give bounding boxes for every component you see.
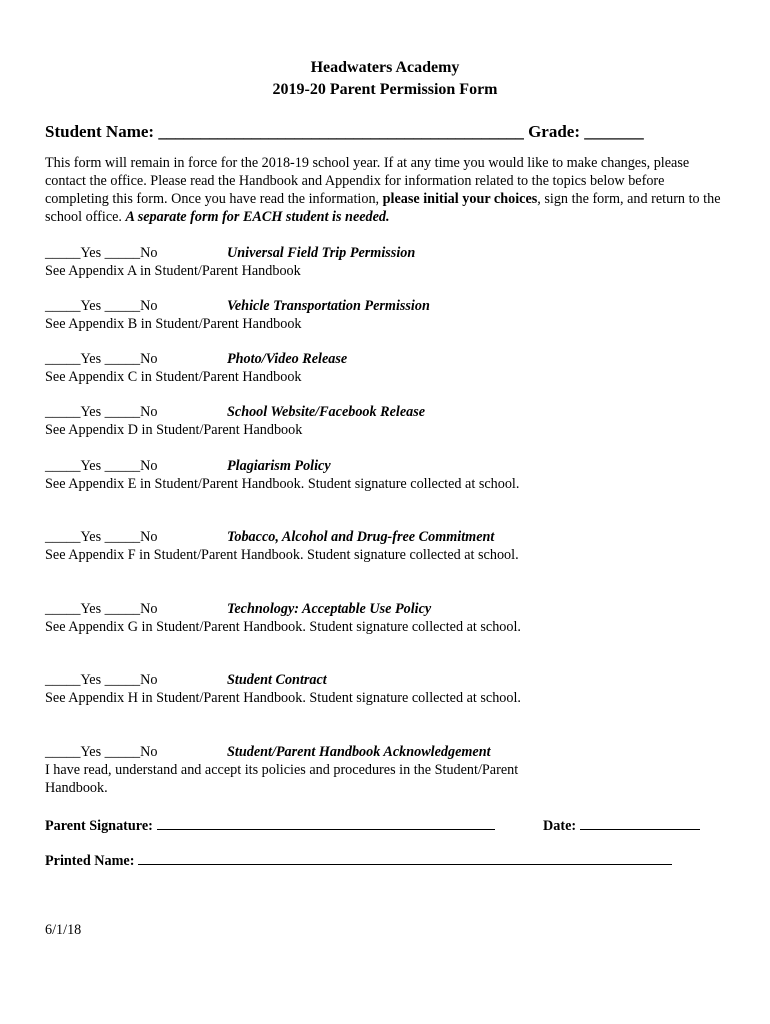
- printed-name-line[interactable]: [138, 850, 672, 865]
- parent-signature-line[interactable]: [157, 815, 495, 830]
- permission-title: Vehicle Transportation Permission: [227, 298, 430, 314]
- permission-title: School Website/Facebook Release: [227, 404, 426, 420]
- permission-item: [45, 600, 565, 636]
- permission-item: [45, 671, 565, 707]
- date-field: [543, 815, 700, 835]
- yes-no-initials[interactable]: _____Yes _____No: [45, 245, 158, 261]
- revision-date: 6/1/18: [45, 922, 82, 938]
- permission-title: Student Contract: [227, 672, 327, 688]
- parent-signature-label: Parent Signature:: [45, 818, 153, 834]
- yes-no-initials[interactable]: _____Yes _____No: [45, 529, 158, 545]
- yes-no-initials[interactable]: _____Yes _____No: [45, 458, 158, 474]
- yes-no-initials[interactable]: _____Yes _____No: [45, 672, 158, 688]
- permission-description: See Appendix A in Student/Parent Handbook: [45, 263, 301, 279]
- permission-title: Tobacco, Alcohol and Drug-free Commitment: [227, 529, 495, 545]
- permission-description: See Appendix F in Student/Parent Handbook. Student signature collected at school.: [45, 547, 519, 563]
- yes-no-initials[interactable]: _____Yes _____No: [45, 298, 158, 314]
- permission-item: [45, 297, 565, 333]
- yes-no-initials[interactable]: _____Yes _____No: [45, 404, 158, 420]
- permission-description: See Appendix C in Student/Parent Handbook: [45, 369, 302, 385]
- permission-item: [45, 403, 565, 439]
- intro-text-1: This form will remain in force for the 2018-19 school year. If at any time you would like to make changes, please contact the office. Please read the Handbook and Appendix for information related to the topics below before completing this form. Once you have read the information,: [45, 155, 690, 207]
- date-label: Date:: [543, 818, 577, 834]
- permission-title: Plagiarism Policy: [227, 458, 331, 474]
- permission-description: See Appendix H in Student/Parent Handbook. Student signature collected at school.: [45, 690, 521, 706]
- permission-description: I have read, understand and accept its policies and procedures in the Student/Parent Handbook.: [45, 762, 519, 796]
- school-name: Headwaters Academy: [310, 59, 460, 76]
- permission-item: [45, 350, 565, 386]
- yes-no-initials[interactable]: _____Yes _____No: [45, 351, 158, 367]
- yes-no-initials[interactable]: _____Yes _____No: [45, 744, 158, 760]
- intro-paragraph: [45, 154, 725, 226]
- intro-emphasis: A separate form for EACH student is needed.: [125, 209, 390, 225]
- permission-item: [45, 743, 565, 797]
- parent-signature-field: [45, 815, 495, 835]
- form-title: 2019-20 Parent Permission Form: [272, 81, 498, 98]
- permission-title: Student/Parent Handbook Acknowledgement: [227, 744, 491, 760]
- permission-description: See Appendix G in Student/Parent Handbook. Student signature collected at school.: [45, 619, 521, 635]
- permission-item: [45, 244, 565, 280]
- printed-name-label: Printed Name:: [45, 853, 135, 869]
- permission-description: See Appendix B in Student/Parent Handbook: [45, 316, 302, 332]
- permission-item: [45, 528, 565, 564]
- permission-title: Photo/Video Release: [227, 351, 348, 367]
- intro-text-2: , sign the form, and return to the school office.: [45, 191, 721, 225]
- yes-no-initials[interactable]: _____Yes _____No: [45, 601, 158, 617]
- permission-description: See Appendix E in Student/Parent Handbook. Student signature collected at school.: [45, 476, 520, 492]
- printed-name-field: [45, 850, 672, 870]
- permission-title: Universal Field Trip Permission: [227, 245, 416, 261]
- date-line[interactable]: [580, 815, 700, 830]
- permission-item: [45, 457, 565, 493]
- permission-title: Technology: Acceptable Use Policy: [227, 601, 432, 617]
- student-name-grade-line[interactable]: Student Name: ___________________________________________ Grade: _______: [45, 122, 644, 141]
- intro-bold-phrase: please initial your choices: [382, 191, 538, 207]
- permission-description: See Appendix D in Student/Parent Handbook: [45, 422, 303, 438]
